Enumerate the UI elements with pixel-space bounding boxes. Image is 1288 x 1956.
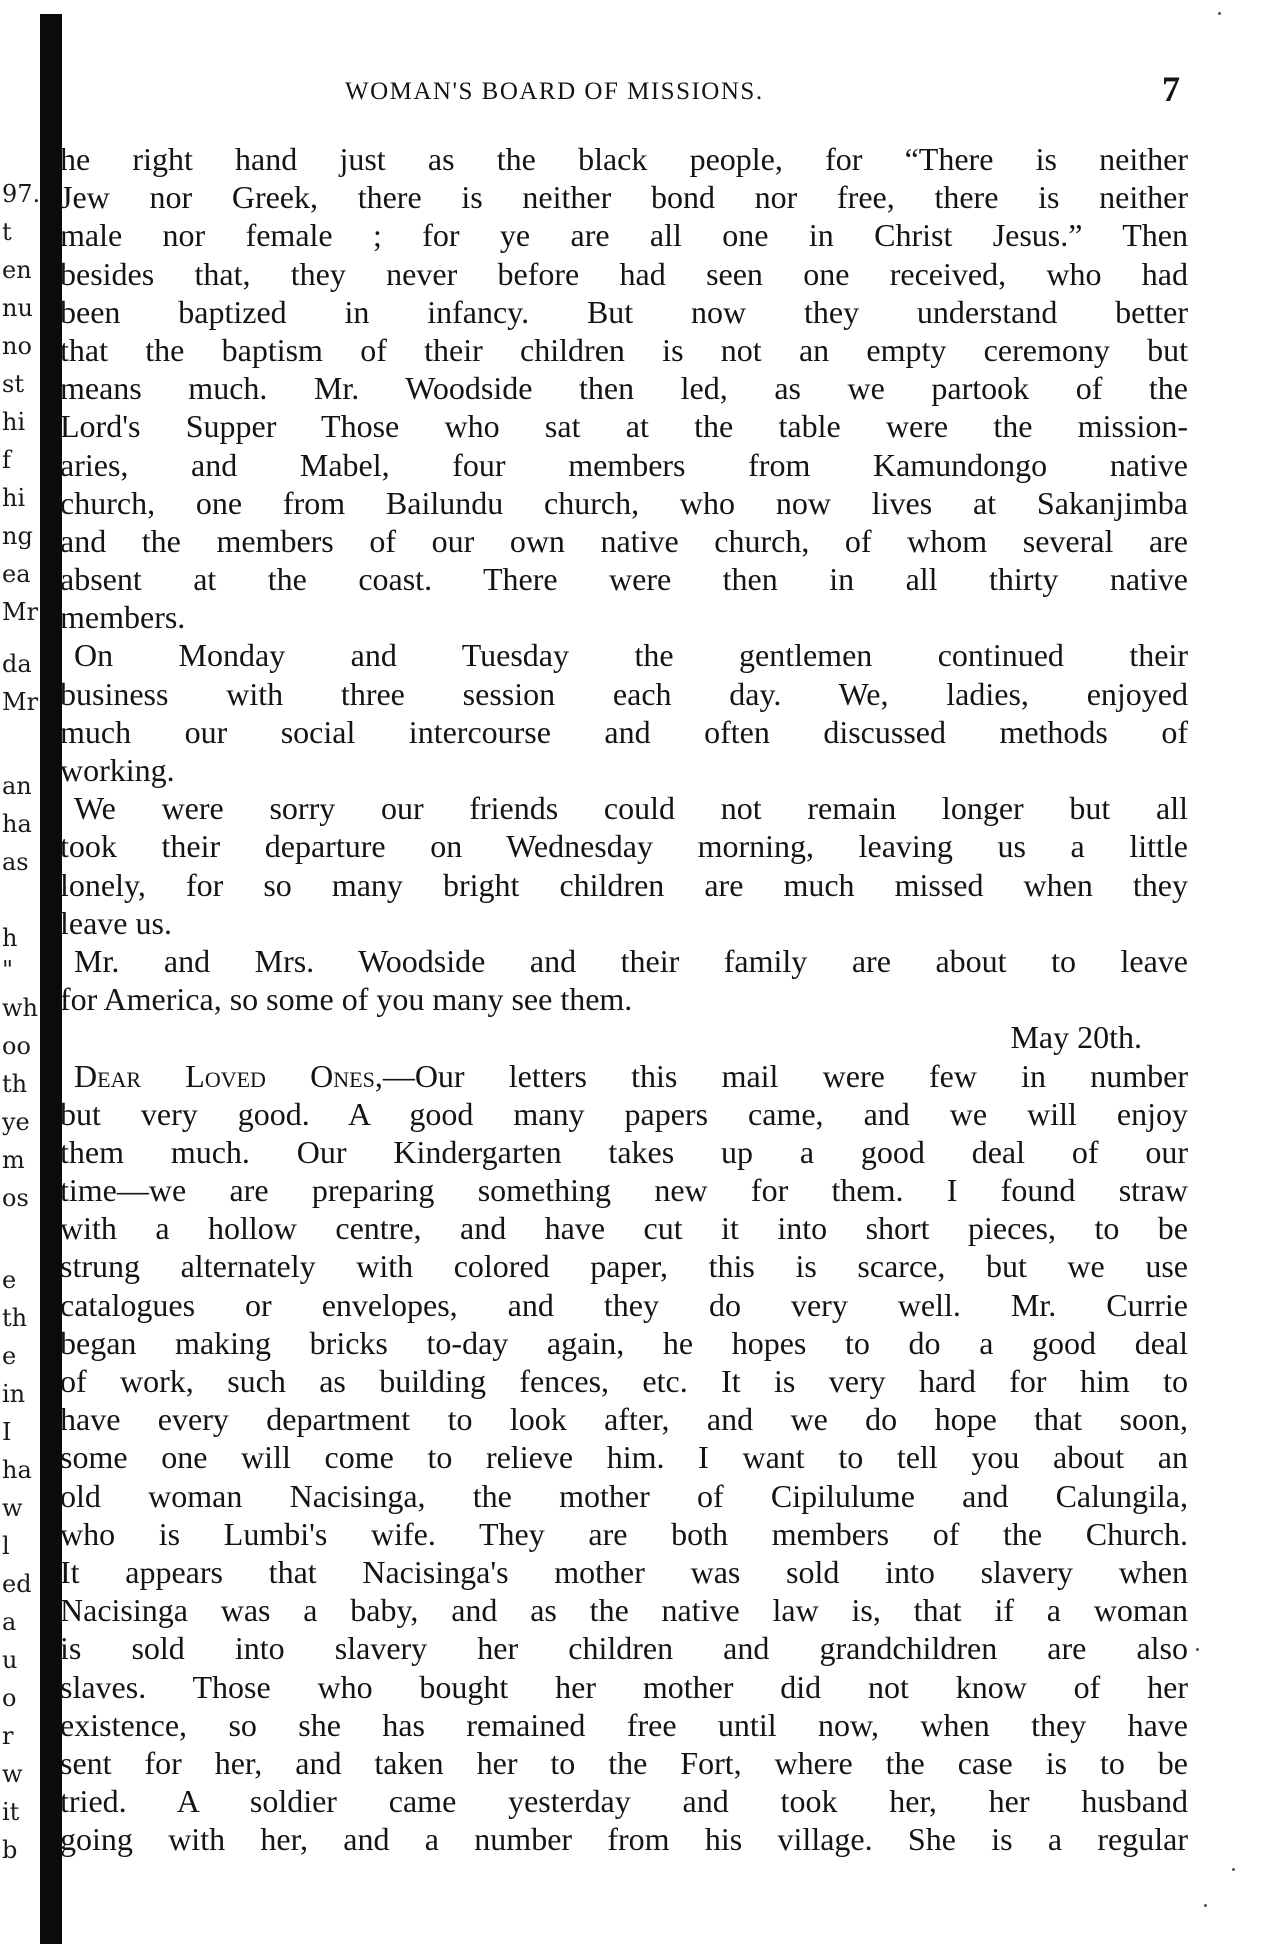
text-line: took their departure on Wednesday morning, leaving us a little (60, 828, 1188, 865)
text-line: business with three session each day. We, ladies, enjoyed (60, 675, 1188, 712)
letter-salutation-line: Dear Loved Ones,—Our letters this mail were few in number (74, 1057, 1188, 1094)
text-line: some one will come to relieve him. I want to tell you about an (60, 1439, 1188, 1476)
bleed-fragment: a (2, 1608, 17, 1636)
bleed-fragment: en (2, 256, 32, 284)
article-body (60, 140, 1188, 1858)
text-line: sent for her, and taken her to the Fort, where the case is to be (60, 1744, 1188, 1781)
bleed-fragment: an (2, 772, 32, 800)
bleed-fragment: st (2, 370, 24, 398)
text-line: began making bricks to-day again, he hopes to do a good deal (60, 1324, 1188, 1361)
text-line: and the members of our own native church, of whom several are (60, 522, 1188, 559)
text-line: existence, so she has remained free until now, when they have (60, 1706, 1188, 1743)
text-line: Jew nor Greek, there is neither bond nor free, there is neither (60, 179, 1188, 216)
bleed-fragment: as (2, 848, 29, 876)
bleed-fragment: w (2, 1494, 23, 1522)
text-line: old woman Nacisinga, the mother of Cipilulume and Calungila, (60, 1477, 1188, 1514)
bleed-fragment: oo (2, 1032, 31, 1060)
bleed-fragment: ha (2, 810, 32, 838)
text-line: he right hand just as the black people, for “There is neither (60, 141, 1188, 177)
text-line: We were sorry our friends could not remain longer but all (74, 790, 1188, 827)
bleed-fragment: hi (2, 408, 26, 436)
text-line: is sold into slavery her children and grandchildren are also (60, 1630, 1188, 1667)
bleed-fragment: nu (2, 294, 33, 322)
binding-gutter-shadow (40, 14, 62, 1944)
text-line: It appears that Nacisinga's mother was sold into slavery when (60, 1553, 1188, 1590)
bleed-fragment: e (2, 1342, 17, 1370)
bleed-fragment: no (2, 332, 32, 360)
page-number: 7 (1162, 69, 1180, 109)
bleed-fragment: b (2, 1836, 18, 1864)
text-line: On Monday and Tuesday the gentlemen continued their (74, 637, 1188, 674)
text-line: lonely, for so many bright children are much missed when they (60, 866, 1188, 903)
bleed-fragment: I (2, 1418, 12, 1446)
text-line: leave us. (60, 904, 172, 941)
bleed-fragment: ea (2, 560, 31, 588)
text-line: church, one from Bailundu church, who now lives at Sakanjimba (60, 484, 1188, 521)
bleed-fragment: Mr (2, 688, 39, 716)
scan-speck (1232, 1868, 1235, 1871)
bleed-fragment: da (2, 650, 32, 678)
text-line: members. (60, 599, 186, 636)
text-line: tried. A soldier came yesterday and took her, her husband (60, 1783, 1188, 1820)
bleed-fragment: Mr (2, 598, 39, 626)
letter-date: May 20th. (1010, 1019, 1142, 1056)
text-line: strung alternately with colored paper, this is scarce, but we use (60, 1248, 1188, 1285)
text-line: aries, and Mabel, four members from Kamundongo native (60, 446, 1188, 483)
bleed-fragment: u (2, 1646, 18, 1674)
text-line: them much. Our Kindergarten takes up a good deal of our (60, 1133, 1188, 1170)
text-line: who is Lumbi's wife. They are both members of the Church. (60, 1515, 1188, 1552)
text-line: of work, such as building fences, etc. It is very hard for him to (60, 1363, 1188, 1399)
bleed-fragment: hi (2, 484, 26, 512)
text-line: Lord's Supper Those who sat at the table were the mission- (60, 408, 1188, 445)
text-line: much our social intercourse and often discussed methods of (60, 713, 1188, 750)
text-line: slaves. Those who bought her mother did not know of her (60, 1668, 1188, 1705)
text-line: Mr. and Mrs. Woodside and their family are about to leave (74, 942, 1188, 979)
text-line: besides that, they never before had seen one received, who had (60, 255, 1188, 292)
bleed-fragment: o (2, 1684, 17, 1712)
text-line: going with her, and a number from his village. She is a regular (60, 1821, 1188, 1858)
bleed-fragment: m (2, 1146, 25, 1174)
text-line: that the baptism of their children is not an empty ceremony but (60, 331, 1188, 368)
bleed-fragment: th (2, 1070, 28, 1098)
bleed-fragment: in (2, 1380, 26, 1408)
scan-speck (1218, 12, 1221, 15)
text-line: means much. Mr. Woodside then led, as we partook of the (60, 370, 1188, 407)
bleed-fragment: " (2, 956, 14, 984)
text-line: working. (60, 752, 175, 788)
bleed-fragment: l (2, 1532, 10, 1560)
text-line: for America, so some of you many see them. (60, 981, 633, 1018)
bleed-fragment: ha (2, 1456, 32, 1484)
text-line: male nor female ; for ye are all one in Christ Jesus.” Then (60, 217, 1188, 254)
bleed-fragment: r (2, 1722, 14, 1750)
text-line: catalogues or envelopes, and they do very well. Mr. Currie (60, 1286, 1188, 1323)
bleed-fragment: t (2, 218, 12, 246)
text-line: Nacisinga was a baby, and as the native law is, that if a woman (60, 1592, 1188, 1629)
running-head: WOMAN'S BOARD OF MISSIONS. (345, 78, 764, 105)
text-line: with a hollow centre, and have cut it into short pieces, to be (60, 1210, 1188, 1247)
text-line: have every department to look after, and we do hope that soon, (60, 1401, 1188, 1438)
bleed-fragment: ye (2, 1108, 30, 1136)
salutation-small-caps: Dear Loved Ones (74, 1057, 375, 1094)
bleed-fragment: 97. (2, 180, 41, 208)
bleed-fragment: w (2, 1760, 23, 1788)
text-line: but very good. A good many papers came, and we will enjoy (60, 1095, 1188, 1132)
bleed-fragment: os (2, 1184, 29, 1212)
text-line: absent at the coast. There were then in all thirty native (60, 561, 1188, 598)
bleed-fragment: ed (2, 1570, 32, 1598)
bleed-fragment: ng (2, 522, 33, 550)
scan-speck (1196, 1648, 1199, 1651)
text-line: time—we are preparing something new for them. I found straw (60, 1172, 1188, 1209)
text-line: been baptized in infancy. But now they understand better (60, 293, 1188, 330)
bleed-fragment: f (2, 446, 11, 474)
bleed-fragment: it (2, 1798, 20, 1826)
bleed-fragment: e (2, 1266, 17, 1294)
bleed-fragment: h (2, 924, 18, 952)
scan-speck (1204, 1904, 1207, 1907)
bleed-fragment: wh (2, 994, 38, 1022)
bleed-fragment: th (2, 1304, 28, 1332)
